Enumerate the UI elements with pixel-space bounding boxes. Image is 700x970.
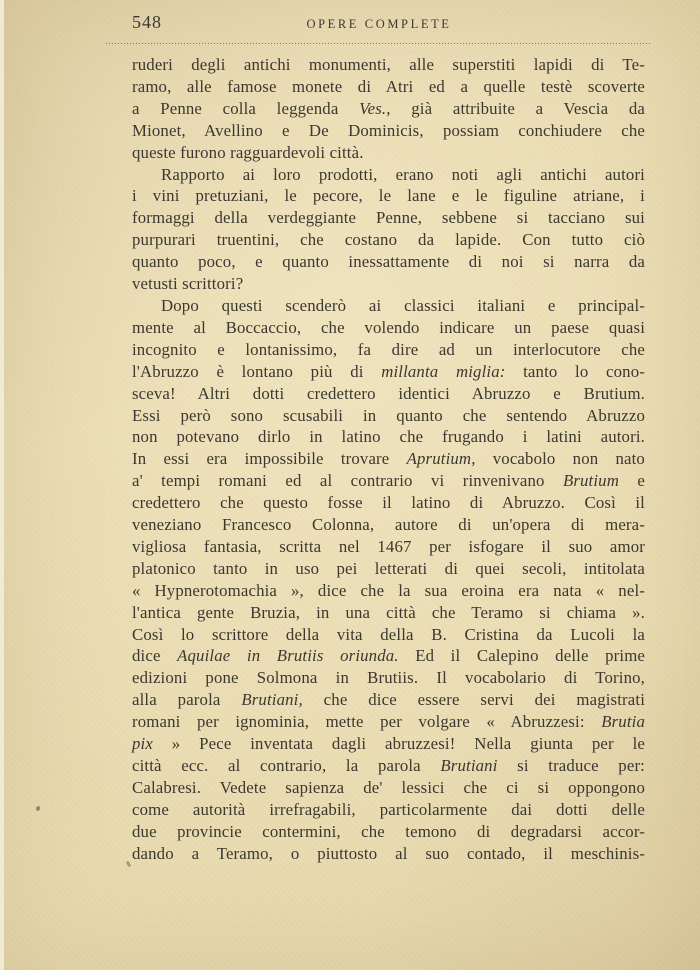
italic-run: Aquilae in Brutiis oriunda. (177, 646, 399, 666)
italic-run: Ves., (359, 98, 391, 118)
text-line (132, 777, 645, 799)
text-line (132, 689, 645, 711)
page-left-edge (0, 0, 4, 970)
text-run: che dice essere servi dei magistrati (302, 690, 646, 710)
text-line (132, 667, 645, 689)
text-run: tanto lo cono- (505, 361, 645, 381)
text-run: Così lo scrittore della vita della B. Cristina da Lucoli la (132, 624, 645, 644)
text-line (132, 426, 645, 448)
text-run: Dopo questi scenderò ai classici italiani e principal- (161, 295, 645, 315)
text-line (132, 295, 645, 317)
text-run: credettero che questo fosse il latino di Abruzzo. Così il (132, 493, 645, 513)
text-run: mente al Boccaccio, che volendo indicare un paese quasi (132, 317, 645, 337)
text-run: incognito e lontanissimo, fa dire ad un interlocutore che (132, 339, 645, 359)
text-line (132, 843, 645, 865)
page-body-text (132, 54, 645, 865)
text-run: vocabolo non nato (475, 449, 645, 469)
text-run: queste furono ragguardevoli città. (132, 142, 364, 162)
scan-speck (126, 861, 131, 868)
text-line (132, 645, 645, 667)
italic-run: Brutia (601, 712, 645, 732)
text-run: Ed il Calepino delle prime (398, 646, 645, 666)
text-run: dice (132, 646, 178, 666)
italic-run: pix (132, 734, 153, 754)
text-run: i vini pretuziani, le pecore, le lane e le figuline atriane, i (132, 186, 645, 206)
text-run: due provincie contermini, che temono di degradarsi accor- (132, 821, 645, 841)
text-run: Mionet, Avellino e De Dominicis, possiam conchiudere che (132, 120, 645, 140)
text-run: si traduce per: (497, 756, 645, 775)
text-run: In essi era impossibile trovare (132, 449, 407, 469)
text-run: ruderi degli antichi monumenti, alle superstiti lapidi di Te- (132, 55, 645, 74)
text-line (132, 405, 645, 427)
text-run: veneziano Francesco Colonna, autore di un'opera di mera- (132, 515, 645, 535)
text-run: vetusti scrittori? (132, 274, 244, 294)
text-line (132, 142, 645, 164)
text-run: vigliosa fantasia, scritta nel 1467 per isfogare il suo amor (132, 536, 645, 556)
text-run: ramo, alle famose monete di Atri ed a quelle testè scoverte (132, 76, 645, 96)
text-run: non potevano dirlo in latino che frugando i latini autori. (132, 427, 645, 447)
text-line (132, 361, 645, 383)
text-line (132, 339, 645, 361)
italic-run: Brutiani, (241, 690, 303, 710)
text-line (132, 120, 645, 142)
scan-speck (35, 805, 40, 811)
text-run: come autorità irrefragabili, particolarmente dai dotti delle (132, 799, 645, 819)
text-run: romani per ignominia, mette per volgare « Abruzzesi: (132, 712, 602, 732)
italic-run: millanta miglia: (381, 361, 506, 381)
text-run: a Penne colla leggenda (132, 98, 360, 118)
text-line (132, 514, 645, 536)
text-line (132, 229, 645, 251)
text-run: alla parola (132, 690, 242, 710)
italic-run: Brutiani (440, 756, 498, 775)
text-line (132, 470, 645, 492)
text-line (132, 273, 645, 295)
text-line (132, 76, 645, 98)
text-line (132, 185, 645, 207)
text-line (132, 251, 645, 273)
text-line (132, 624, 645, 646)
text-run: l'antica gente Bruzia, in una città che Teramo si chiama ». (132, 602, 645, 622)
text-line (132, 536, 645, 558)
text-line (132, 207, 645, 229)
text-run: dando a Teramo, o piuttosto al suo contado, il meschinis- (132, 843, 645, 863)
text-line (132, 98, 645, 120)
text-line (132, 799, 645, 821)
text-run: a' tempi romani ed al contrario vi rinvenivano (132, 471, 563, 491)
text-run: Calabresi. Vedete sapienza de' lessici che ci si oppongono (132, 777, 645, 797)
italic-run: Brutium (562, 471, 619, 491)
text-run: purpurari truentini, che costano da lapide. Con tutto ciò (132, 230, 645, 250)
text-run: formaggi della verdeggiante Penne, sebbene si tacciano sui (132, 208, 645, 228)
text-run: edizioni pone Solmona in Brutiis. Il vocabolario di Torino, (132, 668, 645, 688)
text-run: già attribuite a Vescia da (390, 98, 646, 118)
italic-run: Aprutium, (406, 449, 476, 469)
text-run: l'Abruzzo è lontano più di (132, 361, 382, 381)
text-line (132, 711, 645, 733)
text-line (132, 164, 645, 186)
text-run: « Hypnerotomachia », dice che la sua eroina era nata « nel- (132, 580, 645, 600)
text-line (132, 317, 645, 339)
text-run: Essi però sono scusabili in quanto che sentendo Abruzzo (132, 405, 645, 425)
text-line (132, 821, 645, 843)
text-line (132, 733, 645, 755)
text-run: sceva! Altri dotti credettero identici Abruzzo e Brutium. (132, 383, 645, 403)
text-run: e (619, 471, 645, 491)
text-run: » Pece inventata dagli abruzzesi! Nella giunta per le (152, 734, 645, 754)
text-line (132, 558, 645, 580)
text-line (132, 448, 645, 470)
text-line (132, 54, 645, 76)
text-line (132, 383, 645, 405)
running-head: OPERE COMPLETE (306, 17, 452, 31)
page-number: 548 (132, 12, 162, 32)
text-run: Rapporto ai loro prodotti, erano noti agli antichi autori (161, 164, 645, 184)
text-line (132, 755, 645, 777)
text-run: quanto poco, e quanto inessattamente di noi si narra da (132, 252, 645, 272)
text-line (132, 580, 645, 602)
text-run: platonico tanto in uso pei letterati di quei secoli, intitolata (132, 558, 645, 578)
text-line (132, 492, 645, 514)
page-header (106, 12, 652, 38)
text-line (132, 602, 645, 624)
text-run: città ecc. al contrario, la parola (132, 756, 441, 775)
header-rule (106, 43, 652, 44)
